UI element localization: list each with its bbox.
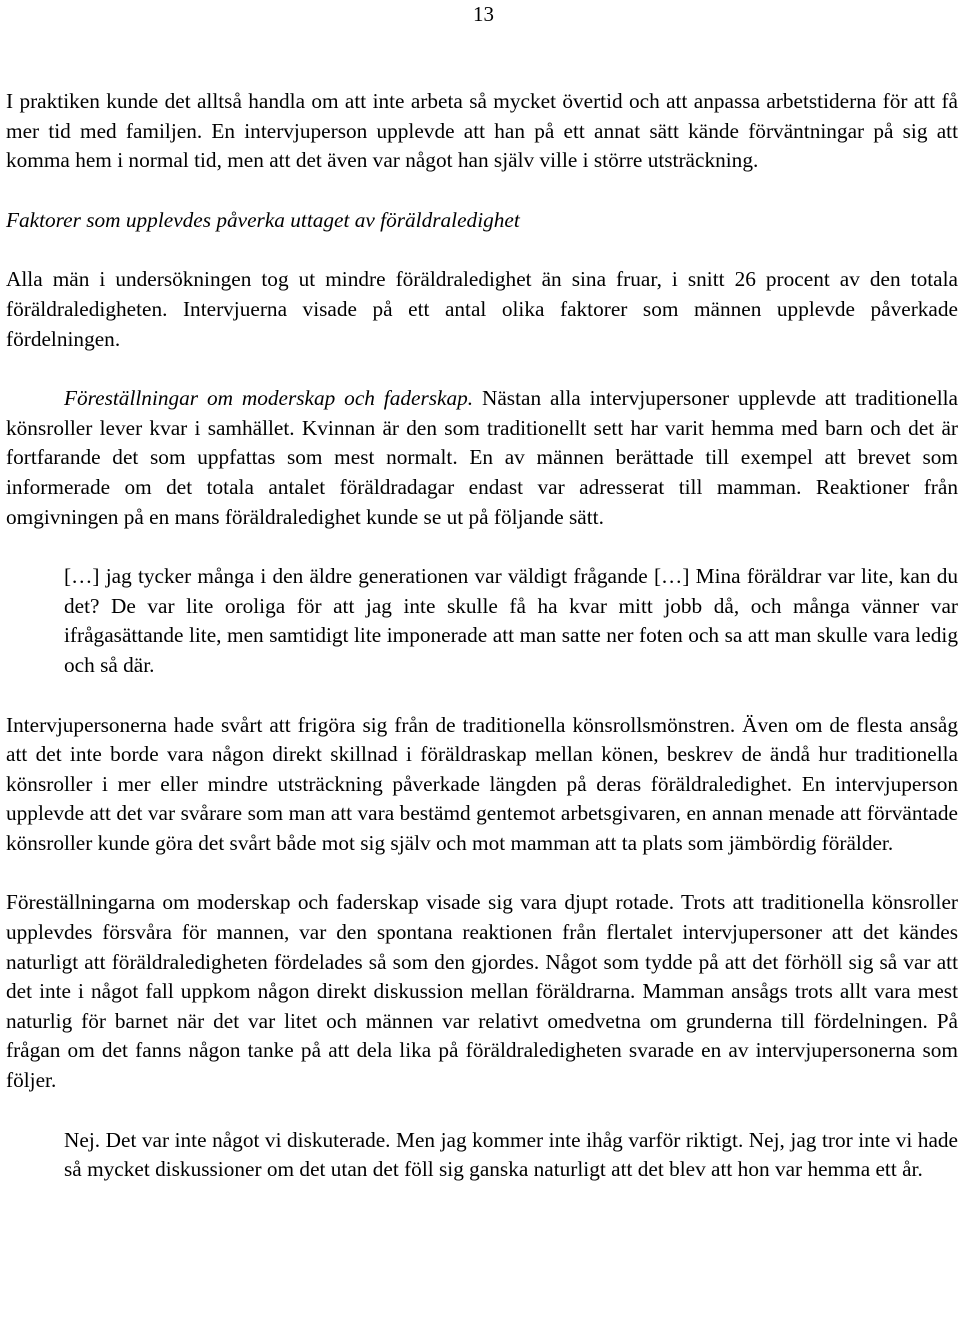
document-body xyxy=(6,87,958,1185)
intro-paragraph: I praktiken kunde det alltså handla om att inte arbeta så mycket övertid och att anpassa arbetstiderna för att få mer tid med familjen. En intervjuperson upplevde att han på ett annat sätt kände förväntningar på sig att komma hem i normal tid, men att det även var något han själv ville i större utsträckning. xyxy=(6,89,958,173)
page-number: 13 xyxy=(473,2,494,26)
notions-paragraph xyxy=(6,384,958,532)
section-heading: Faktorer som upplevdes påverka uttaget av föräldraledighet xyxy=(6,207,520,232)
gender-roles-paragraph: Intervjupersonerna hade svårt att frigöra sig från de traditionella könsrollsmönstren. Även om de flesta ansåg att det inte borde vara någon direkt skillnad i föräldraskap mellan könen, beskrev de ändå hur traditionella könsroller i mer eller mindre utsträckning påverkade längden på deras föräldraledighet. En intervjuperson upplevde att det var svårare som man att vara bestämd gentemot arbetsgivaren, en annan menade att förväntade könsroller kunde göra det svårt både mot sig själv och mot mamman att ta plats som jämbördig förälder. xyxy=(6,712,958,855)
rooted-notions-paragraph: Föreställningarna om moderskap och faderskap visade sig vara djupt rotade. Trots att traditionella könsroller upplevdes försvåra för mannen, var den spontana reaktionen från flertalet intervjupersoner att det kändes naturligt att föräldraledigheten fördelades så som den gjordes. Något som tydde på att det förhöll sig så var att det inte i något fall uppkom någon direkt diskussion mellan föräldrarna. Mamman ansågs trots allt vara mest naturlig för barnet när det var litet och männen var relativt omedvetna om grunderna till fördelningen. På frågan om det fanns någon tanke på att dela lika på föräldraledigheten svarade en av intervjupersonerna som följer. xyxy=(6,890,958,1093)
notions-subheading: Föreställningar om moderskap och faderskap. xyxy=(64,386,474,411)
men-paragraph: Alla män i undersökningen tog ut mindre föräldraledighet än sina fruar, i snitt 26 procent av den totala föräldraledigheten. Intervjuerna visade på ett antal olika faktorer som männen upplevde påverkade fördelningen. xyxy=(6,267,958,351)
interview-quote-one: […] jag tycker många i den äldre generationen var väldigt frågande […] Mina föräldrar var lite, kan du det? De var lite oroliga för att jag inte skulle få ha kvar mitt jobb då, och många vänner var ifrågasättande lite, men samtidigt lite imponerade att man satte ner foten och sa att man skulle vara ledig och så där. xyxy=(64,564,958,677)
notions-paragraph-text: Nästan alla intervjupersoner upplevde att traditionella könsroller lever kvar i samhället. Kvinnan är den som traditionellt sett har varit hemma med barn och det är fortfarande det som uppfattas som mest normalt. En av männen berättade till exempel att brevet som informerade om det totala antalet föräldradagar endast var adresserat till mamman. Reaktioner från omgivningen på en mans föräldraledighet kunde se ut på följande sätt. xyxy=(6,386,958,529)
interview-quote-two: Nej. Det var inte något vi diskuterade. Men jag kommer inte ihåg varför riktigt. Nej, jag tror inte vi hade så mycket diskussioner om det utan det föll sig ganska naturligt att det blev att hon var hemma ett år. xyxy=(64,1127,958,1182)
